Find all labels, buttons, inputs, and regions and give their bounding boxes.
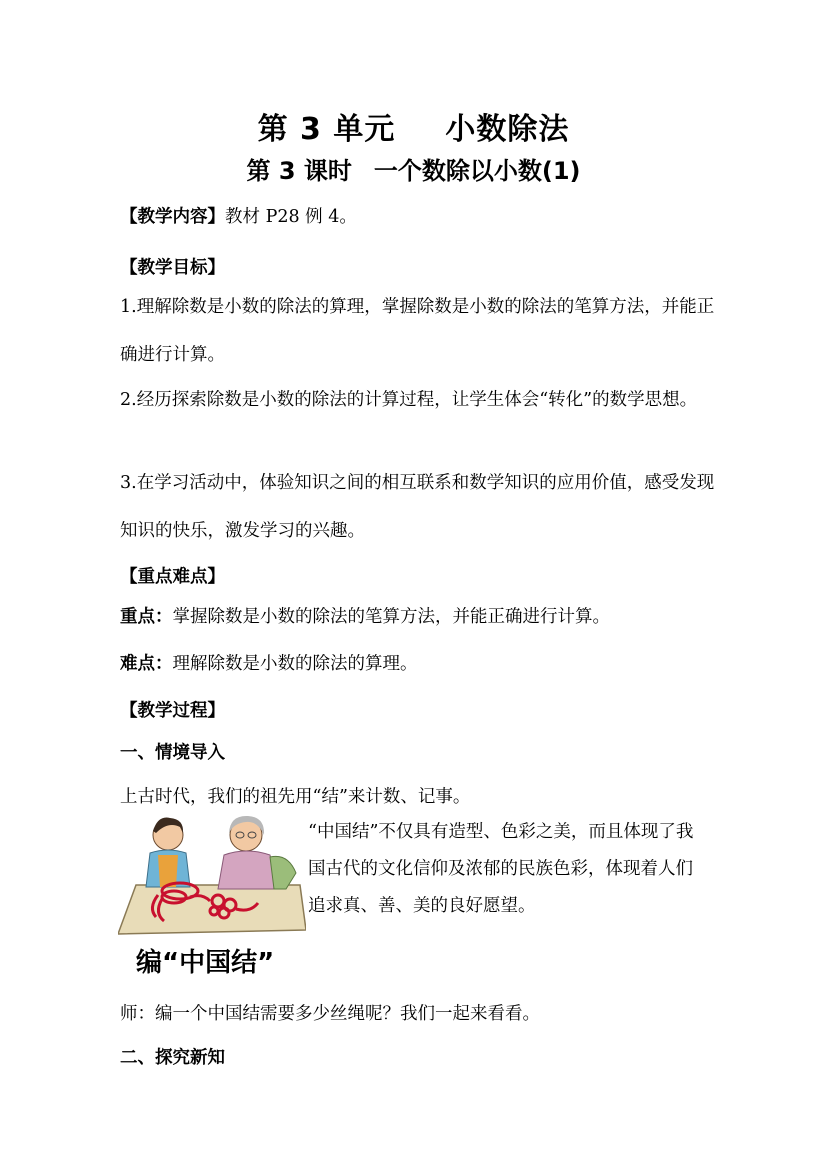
lesson-name: 一个数除以小数(1) — [373, 157, 581, 185]
intro-paragraph: 上古时代，我们的祖先用“结”来计数、记事。 — [120, 787, 471, 807]
illustration-caption: 编“中国结” — [136, 948, 275, 978]
lesson-number: 第 3 课时 — [246, 157, 352, 185]
difficulty-label: 难点： — [120, 654, 173, 674]
focus-label: 重点： — [120, 607, 173, 627]
process-heading: 【教学过程】 — [120, 701, 225, 721]
difficulty-text: 理解除数是小数的除法的算理。 — [172, 654, 418, 674]
focus-line — [120, 603, 610, 628]
unit-name: 小数除法 — [445, 112, 570, 147]
objective-item-3: 3.在学习活动中，体验知识之间的相互联系和数学知识的应用价值，感受发现知识的快乐，激发学习的兴趣。 — [120, 473, 715, 541]
lesson-title — [0, 151, 827, 186]
knot-description: “中国结”不仅具有造型、色彩之美，而且体现了我国古代的文化信仰及浓郁的民族色彩，体现着人们追求真、善、美的良好愿望。 — [308, 822, 694, 916]
unit-title — [0, 104, 827, 148]
chinese-knot-illustration — [118, 813, 306, 936]
objectives-heading: 【教学目标】 — [120, 258, 225, 278]
unit-number: 第 3 单元 — [257, 112, 396, 147]
teaching-content — [120, 203, 357, 228]
difficulty-line — [120, 650, 418, 675]
section-2-heading: 二、探究新知 — [120, 1048, 225, 1068]
key-points-heading: 【重点难点】 — [120, 567, 225, 587]
teaching-content-label: 【教学内容】 — [120, 207, 225, 227]
teacher-line: 师：编一个中国结需要多少丝绳呢？我们一起来看看。 — [120, 1004, 540, 1024]
teaching-content-text: 教材 P28 例 4。 — [225, 207, 357, 227]
objective-item-2: 2.经历探索除数是小数的除法的计算过程，让学生体会“转化”的数学思想。 — [120, 390, 698, 410]
objective-item-1: 1.理解除数是小数的除法的算理，掌握除数是小数的除法的笔算方法，并能正确进行计算。 — [120, 297, 715, 365]
section-1-heading: 一、情境导入 — [120, 743, 225, 763]
focus-text: 掌握除数是小数的除法的笔算方法，并能正确进行计算。 — [172, 607, 610, 627]
